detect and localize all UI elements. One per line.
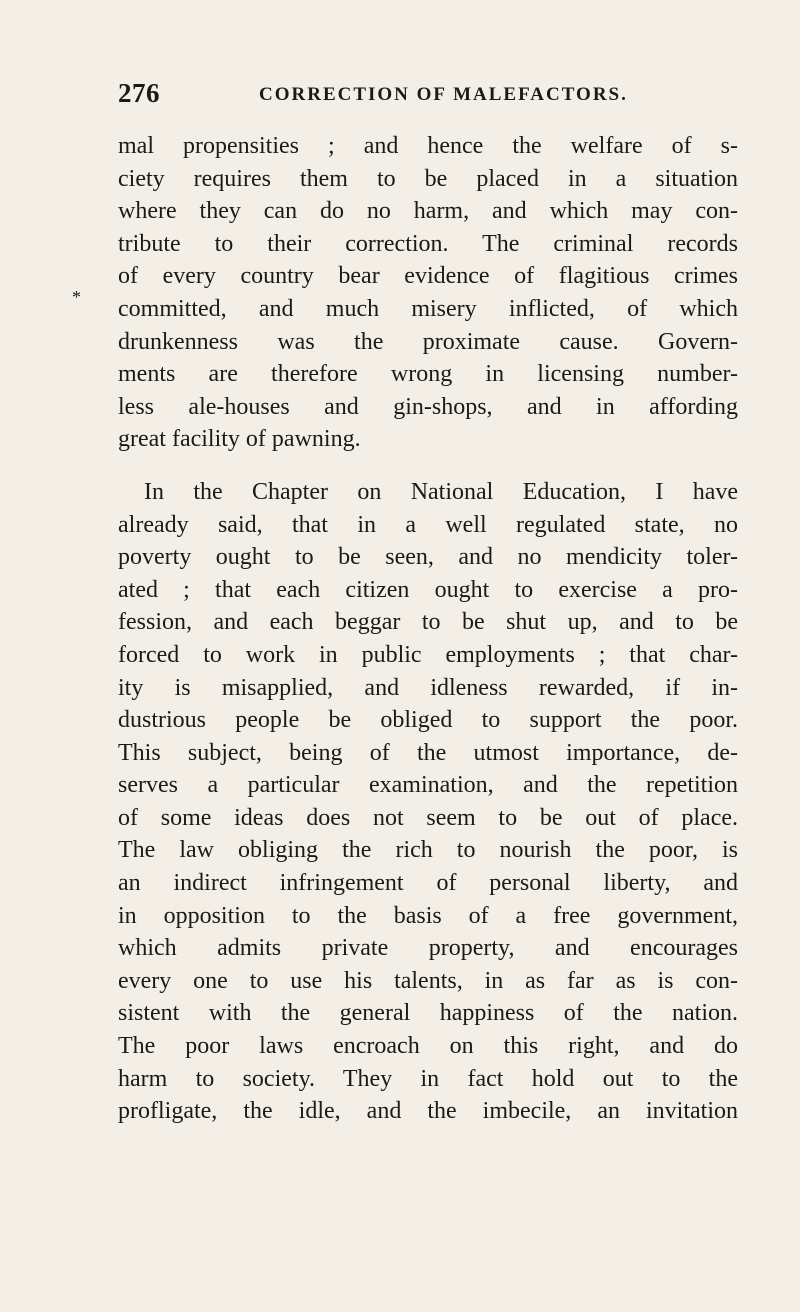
- text-line: which admits private property, and encourages: [118, 935, 738, 962]
- text-line: where they can do no harm, and which may con-: [118, 198, 738, 225]
- text-line: profligate, the idle, and the imbecile, an invitation: [118, 1098, 738, 1125]
- text-line: This subject, being of the utmost importance, de-: [118, 739, 738, 766]
- text-line: The law obliging the rich to nourish the poor, is: [118, 837, 738, 864]
- text-line: tribute to their correction. The criminal records: [118, 230, 738, 257]
- running-title: CORRECTION OF MALEFACTORS.: [259, 84, 628, 105]
- page-number: 276: [118, 78, 160, 108]
- margin-mark: *: [72, 287, 81, 307]
- text-line: forced to work in public employments ; that char-: [118, 641, 738, 668]
- text-line: fession, and each beggar to be shut up, and to be: [118, 609, 738, 636]
- text-line: harm to society. They in fact hold out to the: [118, 1065, 738, 1092]
- text-line: great facility of pawning.: [118, 426, 361, 453]
- text-line: already said, that in a well regulated state, no: [118, 511, 738, 538]
- text-line: sistent with the general happiness of the nation.: [118, 1000, 738, 1027]
- text-line: poverty ought to be seen, and no mendicity toler-: [118, 544, 738, 571]
- text-line: serves a particular examination, and the repetition: [118, 772, 738, 799]
- text-line: less ale-houses and gin-shops, and in affording: [118, 393, 738, 420]
- text-line: In the Chapter on National Education, I have: [144, 478, 738, 505]
- text-line: drunkenness was the proximate cause. Govern-: [118, 328, 738, 355]
- running-head: [118, 78, 718, 114]
- paragraph-2: [118, 476, 738, 1128]
- text-line: ated ; that each citizen ought to exercise a pro-: [118, 576, 738, 603]
- paragraph-gap: [118, 456, 738, 476]
- text-line: ity is misapplied, and idleness rewarded, if in-: [118, 674, 738, 701]
- text-line: of every country bear evidence of flagitious crimes: [118, 263, 738, 290]
- text-line: The poor laws encroach on this right, and do: [118, 1033, 738, 1060]
- text-line: ments are therefore wrong in licensing number-: [118, 361, 738, 388]
- text-line: mal propensities ; and hence the welfare of s-: [118, 133, 738, 159]
- text-line: every one to use his talents, in as far as is con-: [118, 967, 738, 994]
- text-line: an indirect infringement of personal liberty, and: [118, 870, 738, 897]
- text-line: of some ideas does not seem to be out of place.: [118, 804, 738, 831]
- paragraph-1: [118, 130, 738, 456]
- body-text: [118, 130, 738, 1128]
- text-line: ciety requires them to be placed in a situation: [118, 165, 738, 192]
- text-line: in opposition to the basis of a free government,: [118, 902, 738, 929]
- text-line: committed, and much misery inflicted, of which: [118, 295, 738, 322]
- text-line: dustrious people be obliged to support the poor.: [118, 707, 738, 734]
